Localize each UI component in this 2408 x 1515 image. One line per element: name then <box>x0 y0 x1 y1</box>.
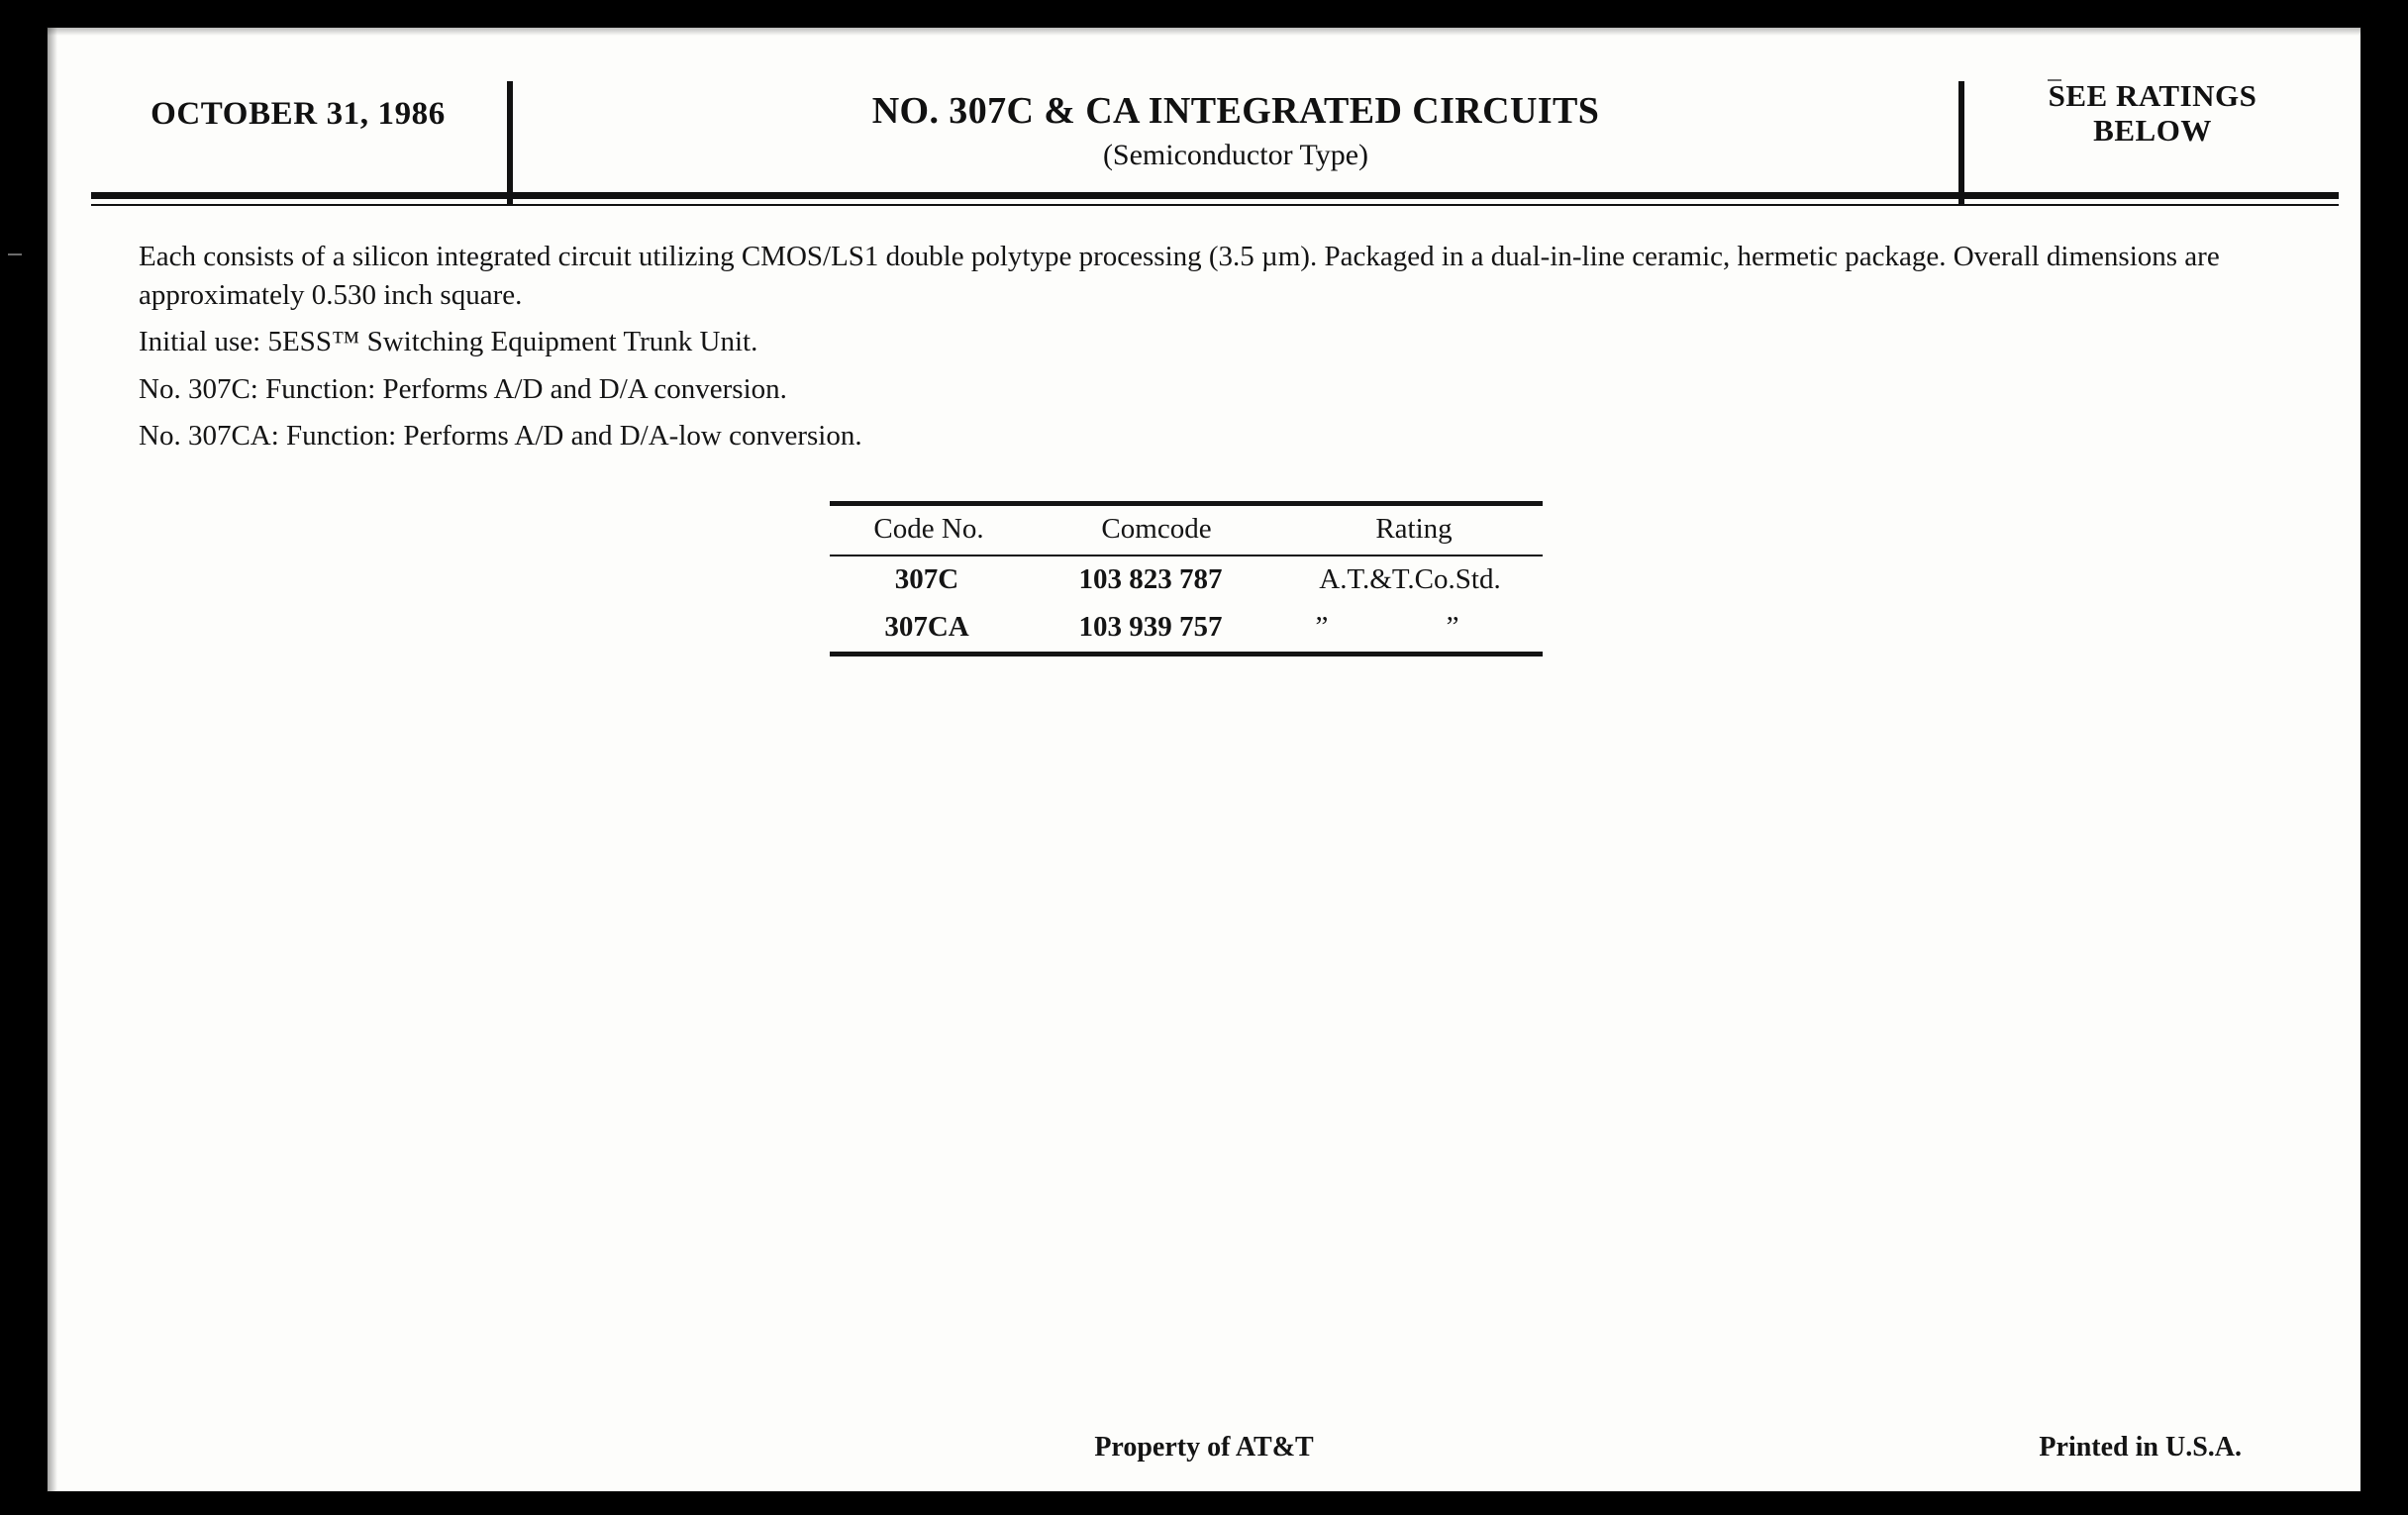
header-divider-right <box>1958 81 1964 204</box>
page-title: NO. 307C & CA INTEGRATED CIRCUITS <box>871 90 1600 132</box>
body-paragraph-2: Initial use: 5ESS™ Switching Equipment Trunk Unit. <box>139 326 758 358</box>
cell-code: 307C <box>894 563 959 595</box>
body-paragraph-4: No. 307CA: Function: Performs A/D and D/A-low conversion. <box>139 420 862 453</box>
column-header-code: Code No. <box>873 513 984 545</box>
margin-tick-left <box>8 253 22 255</box>
table-body <box>830 556 1543 652</box>
header-date <box>91 40 505 188</box>
scan-edge-left <box>48 28 57 1491</box>
table-header-row <box>830 506 1543 555</box>
cell-rating: A.T.&T.Co.Std. <box>1319 563 1501 595</box>
header-date-text: OCTOBER 31, 1986 <box>150 95 446 132</box>
code-rating-table <box>830 501 1543 656</box>
header-rule-thick <box>91 192 2339 199</box>
cell-code: 307CA <box>884 611 969 643</box>
footer-printed <box>2039 1432 2242 1464</box>
page-subtitle: (Semiconductor Type) <box>1102 139 1369 171</box>
body-paragraph-3: No. 307C: Function: Performs A/D and D/A conversion. <box>139 372 787 405</box>
table <box>830 506 1543 555</box>
column-header-comcode: Comcode <box>1101 513 1212 545</box>
table-row <box>830 604 1543 652</box>
cell-comcode: 103 939 757 <box>1078 611 1223 643</box>
header-ratings-note <box>1966 40 2339 188</box>
cell-comcode: 103 823 787 <box>1078 563 1223 595</box>
document-header <box>48 40 2360 188</box>
header-title-block <box>515 40 1956 188</box>
table-rule-bottom <box>830 652 1543 656</box>
cell-rating: ” ” <box>1315 611 1515 643</box>
header-divider-left <box>507 81 513 204</box>
footer-property-text: Property of AT&T <box>1094 1432 1314 1463</box>
header-rule-thin <box>91 204 2339 206</box>
ratings-note-line1: SEE RATINGS <box>2048 78 2258 114</box>
document-body <box>139 238 2317 464</box>
body-paragraph-1: Each consists of a silicon integrated circuit utilizing CMOS/LS1 double polytype processing (3.5 µm). Packaged in a dual-in-line ceramic, hermetic package. Overall dimensions are approximately 0.530 inch square. <box>139 241 2220 311</box>
ratings-note-line2: BELOW <box>2093 113 2212 148</box>
table-row <box>830 556 1543 604</box>
document-page <box>48 28 2360 1491</box>
scan-edge-top <box>48 28 2360 36</box>
footer-property <box>48 1432 2360 1464</box>
column-header-rating: Rating <box>1375 513 1453 545</box>
footer-printed-text: Printed in U.S.A. <box>2039 1432 2242 1463</box>
